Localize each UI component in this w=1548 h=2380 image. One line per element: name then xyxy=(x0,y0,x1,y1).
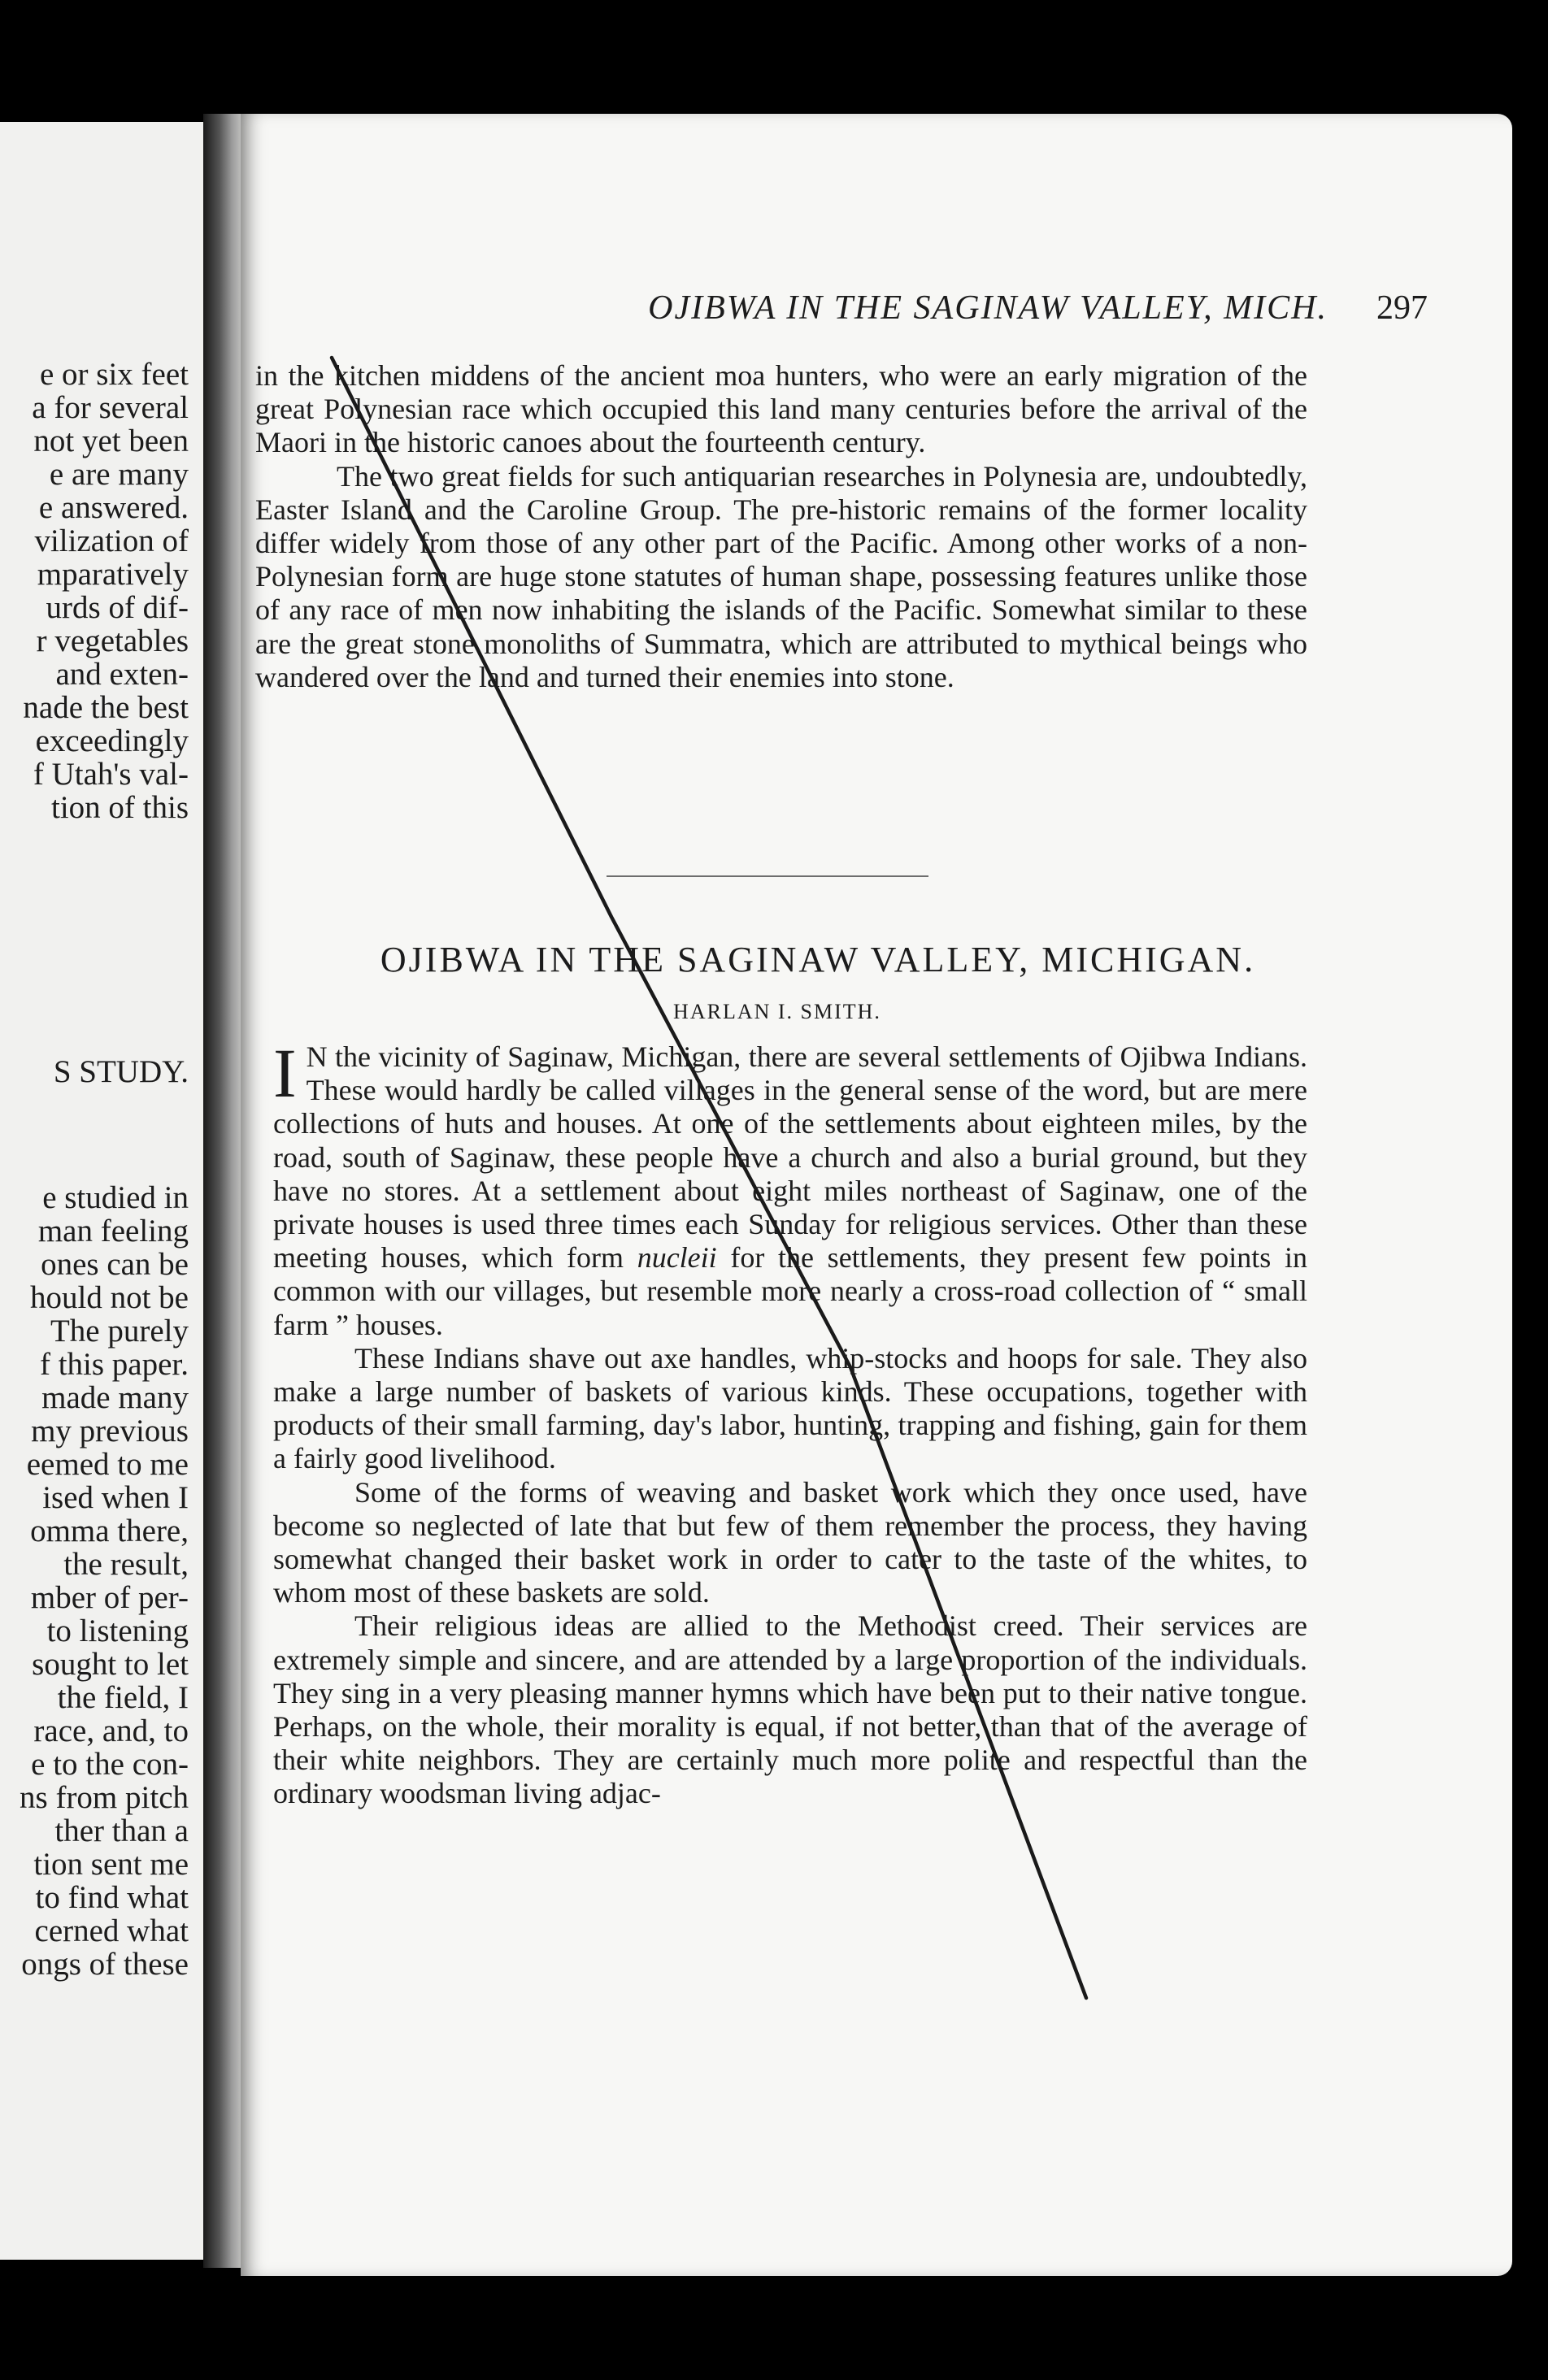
facing-line: r vegetables xyxy=(36,623,189,658)
paragraph-text: for the settlements, they present few points in common with our villages, but resemble more nearly a cross-road collection of “ small farm ” houses. xyxy=(273,1241,1308,1341)
article-title: OJIBWA IN THE SAGINAW VALLEY, MICHIGAN. xyxy=(380,940,1256,979)
running-head-title: OJIBWA IN THE SAGINAW VALLEY, MICH. xyxy=(648,289,1328,327)
article-byline: HARLAN I. SMITH. xyxy=(673,1000,881,1023)
facing-line: f Utah's val- xyxy=(33,757,189,792)
book-gutter xyxy=(203,114,244,2268)
facing-line: ns from pitch xyxy=(20,1780,189,1815)
facing-line: vilization of xyxy=(34,523,189,558)
facing-line: e studied in xyxy=(42,1180,189,1215)
facing-line: e or six feet xyxy=(39,357,189,392)
facing-line: the field, I xyxy=(57,1680,189,1715)
section-divider xyxy=(607,875,928,877)
facing-line: hould not be xyxy=(30,1280,189,1315)
facing-line: the result, xyxy=(63,1547,189,1582)
paragraph: Their religious ideas are allied to the Methodist creed. Their services are extremely simple and sincere, and are attended by a large proportion of the individuals. They sing in a very pleasing manner hymns which have been put to their native tongue. Perhaps, on the whole, their morality is equal, if not better, than that of the average of their white neighbors. They are certainly much more polite and respectful than the ordinary woodsman living adjac- xyxy=(273,1609,1307,1810)
paragraph-text: N the vicinity of Saginaw, Michigan, there are several settlements of Ojibwa Indians. These would hardly be called villages in the general sense of the word, but are mere collections of huts and houses. At one of the settlements about eighteen miles, by the road, south of Saginaw, these people have a church and also a burial ground, but they have no stores. At a settlement about eight miles northeast of Saginaw, one of the private houses is used three times each Sunday for religious services. Other than these meeting houses, which form xyxy=(273,1040,1307,1275)
facing-line: The purely xyxy=(50,1314,189,1349)
facing-line: ongs of these xyxy=(21,1947,189,1982)
facing-line: exceedingly xyxy=(35,723,189,758)
facing-line: cerned what xyxy=(34,1913,189,1948)
facing-line: to listening xyxy=(46,1613,189,1648)
drop-cap: I xyxy=(273,1034,297,1112)
facing-line: to find what xyxy=(35,1880,189,1915)
facing-line: race, and, to xyxy=(33,1713,189,1748)
facing-page xyxy=(0,122,203,2260)
facing-line: ised when I xyxy=(42,1480,189,1515)
article-body xyxy=(273,1034,1308,1811)
facing-line: man feeling xyxy=(37,1214,189,1249)
facing-line: omma there, xyxy=(30,1514,189,1548)
facing-page-text xyxy=(0,122,189,1981)
facing-line: urds of dif- xyxy=(46,590,189,625)
facing-line: f this paper. xyxy=(39,1347,189,1382)
facing-line: e answered. xyxy=(38,490,189,525)
continued-article-text xyxy=(255,359,1307,694)
facing-line: eemed to me xyxy=(26,1447,189,1482)
facing-line: sought to let xyxy=(32,1647,189,1682)
facing-line: my previous xyxy=(31,1414,189,1448)
book-page xyxy=(241,114,1512,2276)
paragraph: Some of the forms of weaving and basket work which they once used, have become so neglected of late that but few of them remember the process, they having somewhat changed their basket work in order to cater to the taste of the whites, to whom most of these baskets are sold. xyxy=(273,1475,1307,1609)
facing-section-heading: S STUDY. xyxy=(53,1054,189,1089)
facing-line: ther than a xyxy=(54,1813,189,1848)
page-number: 297 xyxy=(1376,289,1428,327)
facing-line: not yet been xyxy=(33,423,189,458)
facing-line: a for several xyxy=(32,390,189,425)
italic-term: nucleii xyxy=(637,1241,717,1275)
paragraph: The two great fields for such antiquarian researches in Polynesia are, undoubtedly, Easter Island and the Caroline Group. The pre-historic remains of the former locality differ widely from those of any other part of the Pacific. Among other works of a non-Polynesian form are huge stone statutes of human shape, possessing features unlike those of any race of men now inhabiting the islands of the Pacific. Somewhat similar to these are the great stone monoliths of Summatra, which are attributed to mythical beings who wandered over the land and turned their enemies into stone. xyxy=(255,459,1307,693)
facing-line: mparatively xyxy=(37,557,189,592)
paragraph: in the kitchen middens of the ancient moa hunters, who were an early migration of the great Polynesian race which occupied this land many centuries before the arrival of the Maori in the historic canoes about the fourteenth century. xyxy=(255,359,1307,459)
paragraph xyxy=(273,1034,1308,1342)
facing-line: tion sent me xyxy=(33,1847,189,1882)
facing-line: ones can be xyxy=(41,1247,189,1282)
paragraph: These Indians shave out axe handles, whip-stocks and hoops for sale. They also make a large number of baskets of various kinds. These occupations, together with products of their small farming, day's labor, hunting, trapping and fishing, gain for them a fairly good livelihood. xyxy=(273,1341,1307,1475)
facing-line: and exten- xyxy=(55,657,189,692)
facing-line: tion of this xyxy=(50,790,189,825)
facing-line: nade the best xyxy=(23,690,189,725)
facing-line: e are many xyxy=(49,457,189,492)
facing-line: e to the con- xyxy=(31,1747,189,1782)
facing-line: mber of per- xyxy=(30,1580,189,1615)
facing-line: made many xyxy=(41,1380,189,1415)
running-head xyxy=(363,289,1428,328)
